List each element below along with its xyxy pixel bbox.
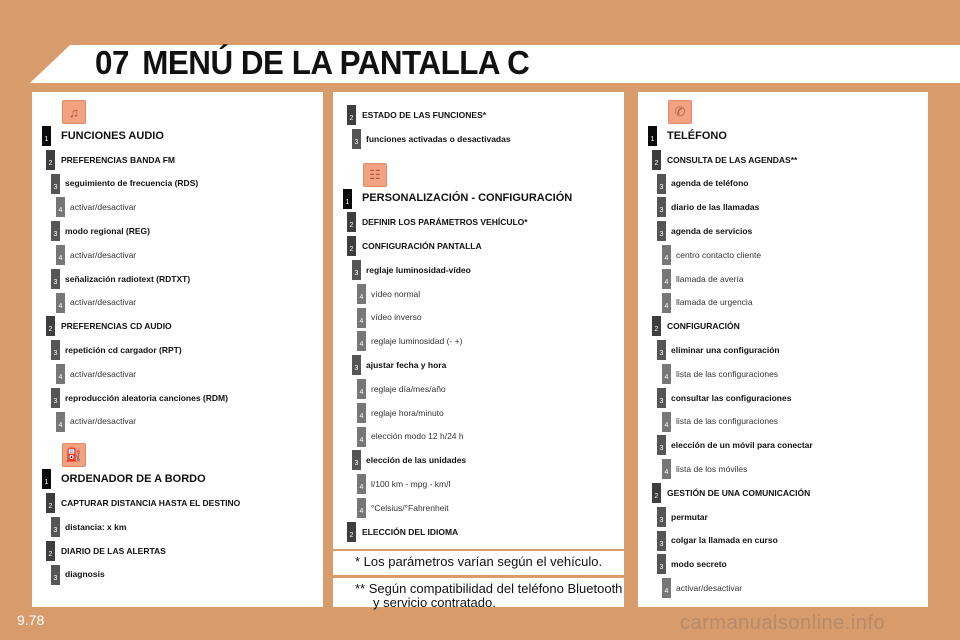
- menu-item-level-4: [333, 329, 624, 353]
- level-badge: 2: [652, 483, 661, 503]
- menu-section: [32, 100, 323, 433]
- settings-sliders-icon: ☷: [363, 163, 387, 187]
- menu-item-level-2: [32, 539, 323, 563]
- level-badge: 4: [662, 578, 671, 598]
- menu-item-level-4: [32, 243, 323, 267]
- menu-item-label: activar/desactivar: [70, 368, 137, 379]
- menu-item-label: PREFERENCIAS CD AUDIO: [61, 321, 172, 332]
- menu-item-level-4: [333, 401, 624, 425]
- level-badge: 1: [42, 126, 51, 146]
- menu-item-label: agenda de servicios: [671, 226, 753, 237]
- menu-item-level-1: [32, 467, 323, 491]
- menu-item-label: reglaje día/mes/año: [371, 383, 446, 394]
- menu-item-level-4: [638, 362, 928, 386]
- level-badge: 3: [352, 129, 361, 149]
- panel-left: [32, 92, 323, 607]
- menu-item-level-3: [333, 127, 624, 151]
- page-title: [95, 44, 543, 82]
- menu-item-label: activar/desactivar: [70, 297, 137, 308]
- menu-item-label: reglaje hora/minuto: [371, 407, 444, 418]
- menu-item-label: elección de las unidades: [366, 455, 467, 466]
- menu-item-level-2: [333, 234, 624, 258]
- menu-item-label: colgar la llamada en curso: [671, 535, 778, 546]
- level-badge: 3: [51, 269, 60, 289]
- level-badge: 3: [657, 221, 666, 241]
- menu-item-level-3: [638, 505, 928, 529]
- fuel-pump-icon: ⛽: [62, 443, 86, 467]
- level-badge: 3: [657, 531, 666, 551]
- menu-item-level-3: [333, 258, 624, 282]
- menu-item-label: DIARIO DE LAS ALERTAS: [61, 545, 166, 556]
- menu-item-label: eliminar una configuración: [671, 345, 780, 356]
- menu-item-label: PERSONALIZACIÓN - CONFIGURACIÓN: [362, 192, 573, 205]
- level-badge: 1: [648, 126, 657, 146]
- menu-item-level-3: [32, 563, 323, 587]
- menu-item-level-2: [333, 520, 624, 544]
- page-number: 9.78: [17, 612, 45, 628]
- menu-item-level-3: [638, 433, 928, 457]
- level-badge: 3: [352, 450, 361, 470]
- menu-item-label: centro contacto cliente: [676, 249, 762, 260]
- level-badge: 4: [662, 412, 671, 432]
- menu-item-label: l/100 km - mpg - km/l: [371, 479, 451, 490]
- level-badge: 3: [51, 517, 60, 537]
- menu-item-level-4: [638, 576, 928, 600]
- menu-item-label: elección modo 12 h/24 h: [371, 431, 464, 442]
- menu-item-level-3: [638, 195, 928, 219]
- menu-item-label: reglaje luminosidad (- +): [371, 336, 463, 347]
- menu-item-label: repetición cd cargador (RPT): [65, 345, 182, 356]
- menu-item-label: llamada de avería: [676, 273, 744, 284]
- menu-item-level-4: [333, 425, 624, 449]
- menu-item-label: seguimiento de frecuencia (RDS): [65, 178, 199, 189]
- menu-item-label: vídeo inverso: [371, 312, 422, 323]
- level-badge: 4: [56, 412, 65, 432]
- menu-item-label: agenda de teléfono: [671, 178, 749, 189]
- level-badge: 2: [46, 150, 55, 170]
- level-badge: 3: [657, 340, 666, 360]
- menu-item-level-3: [638, 552, 928, 576]
- menu-item-level-4: [333, 282, 624, 306]
- level-badge: 3: [657, 554, 666, 574]
- level-badge: 3: [51, 565, 60, 585]
- level-badge: 4: [662, 269, 671, 289]
- menu-item-label: distancia: x km: [65, 521, 127, 532]
- level-badge: 4: [662, 293, 671, 313]
- menu-item-label: ELECCIÓN DEL IDIOMA: [362, 526, 459, 537]
- level-badge: 2: [46, 493, 55, 513]
- level-badge: 3: [51, 221, 60, 241]
- level-badge: 4: [357, 284, 366, 304]
- menu-item-level-2: [638, 481, 928, 505]
- level-badge: 3: [51, 340, 60, 360]
- menu-item-label: permutar: [671, 511, 708, 522]
- menu-item-level-3: [32, 172, 323, 196]
- level-badge: 4: [56, 364, 65, 384]
- menu-item-level-2: [32, 491, 323, 515]
- level-badge: 4: [56, 197, 65, 217]
- menu-item-label: TELÉFONO: [667, 129, 727, 142]
- level-badge: 4: [357, 308, 366, 328]
- level-badge: 4: [357, 403, 366, 423]
- menu-item-level-4: [638, 267, 928, 291]
- level-badge: 4: [357, 379, 366, 399]
- menu-item-level-3: [638, 529, 928, 553]
- menu-item-level-3: [638, 338, 928, 362]
- audio-icon: ♫: [62, 100, 86, 124]
- menu-item-level-4: [333, 377, 624, 401]
- menu-item-level-4: [638, 291, 928, 315]
- menu-item-label: modo secreto: [671, 559, 727, 570]
- menu-item-label: activar/desactivar: [70, 202, 137, 213]
- menu-item-level-1: [333, 187, 624, 211]
- menu-item-level-2: [333, 210, 624, 234]
- level-badge: 1: [343, 189, 352, 209]
- level-badge: 4: [662, 245, 671, 265]
- menu-item-label: elección de un móvil para conectar: [671, 440, 813, 451]
- level-badge: 3: [352, 260, 361, 280]
- level-badge: 3: [51, 388, 60, 408]
- menu-item-label: consultar las configuraciones: [671, 392, 792, 403]
- panel-right: [638, 92, 928, 607]
- menu-item-label: activar/desactivar: [70, 249, 137, 260]
- level-badge: 1: [42, 469, 51, 489]
- menu-item-level-4: [333, 496, 624, 520]
- menu-item-label: activar/desactivar: [676, 583, 743, 594]
- menu-item-level-2: [333, 103, 624, 127]
- phone-icon: ✆: [668, 100, 692, 124]
- level-badge: 4: [357, 474, 366, 494]
- menu-item-level-4: [32, 291, 323, 315]
- level-badge: 3: [657, 174, 666, 194]
- level-badge: 3: [657, 197, 666, 217]
- level-badge: 2: [347, 212, 356, 232]
- level-badge: 4: [357, 331, 366, 351]
- menu-item-label: CONFIGURACIÓN: [667, 321, 740, 332]
- menu-item-level-3: [638, 219, 928, 243]
- menu-item-label: lista de los móviles: [676, 464, 748, 475]
- level-badge: 3: [657, 388, 666, 408]
- menu-item-level-3: [333, 353, 624, 377]
- menu-item-level-2: [32, 314, 323, 338]
- chapter-title: MENÚ DE LA PANTALLA C: [142, 44, 530, 81]
- level-badge: 2: [347, 105, 356, 125]
- menu-item-level-3: [32, 267, 323, 291]
- level-badge: 4: [56, 293, 65, 313]
- menu-item-label: CAPTURAR DISTANCIA HASTA EL DESTINO: [61, 498, 241, 509]
- menu-item-label: PREFERENCIAS BANDA FM: [61, 154, 175, 165]
- menu-item-label: ORDENADOR DE A BORDO: [61, 473, 206, 486]
- level-badge: 4: [662, 459, 671, 479]
- level-badge: 3: [352, 355, 361, 375]
- menu-item-level-3: [32, 219, 323, 243]
- menu-item-label: CONFIGURACIÓN PANTALLA: [362, 241, 482, 252]
- menu-section: [333, 163, 624, 544]
- level-badge: 3: [657, 435, 666, 455]
- menu-item-level-4: [333, 472, 624, 496]
- menu-item-label: reproducción aleatoria canciones (RDM): [65, 392, 228, 403]
- level-badge: 3: [657, 507, 666, 527]
- menu-item-label: señalización radiotext (RDTXT): [65, 273, 191, 284]
- panel-middle: [333, 92, 624, 549]
- level-badge: 4: [357, 427, 366, 447]
- menu-item-label: ajustar fecha y hora: [366, 360, 447, 371]
- menu-section: [333, 103, 624, 151]
- menu-item-label: °Celsius/°Fahrenheit: [371, 502, 449, 513]
- level-badge: 2: [46, 316, 55, 336]
- menu-item-label: GESTIÓN DE UNA COMUNICACIÓN: [667, 487, 811, 498]
- menu-item-level-3: [638, 386, 928, 410]
- menu-item-level-2: [638, 314, 928, 338]
- menu-item-level-3: [32, 386, 323, 410]
- menu-item-label: lista de las configuraciones: [676, 416, 779, 427]
- menu-item-label: funciones activadas o desactivadas: [366, 133, 511, 144]
- menu-item-level-2: [638, 148, 928, 172]
- level-badge: 2: [347, 236, 356, 256]
- menu-item-level-1: [32, 124, 323, 148]
- menu-item-level-4: [333, 306, 624, 330]
- menu-item-label: diagnosis: [65, 569, 105, 580]
- menu-section: [638, 100, 928, 600]
- chapter-number: 07: [95, 44, 129, 81]
- menu-item-label: FUNCIONES AUDIO: [61, 129, 164, 142]
- menu-section: [32, 443, 323, 586]
- menu-item-label: diario de las llamadas: [671, 202, 760, 213]
- menu-item-label: llamada de urgencia: [676, 297, 753, 308]
- level-badge: 3: [51, 174, 60, 194]
- menu-item-label: activar/desactivar: [70, 416, 137, 427]
- menu-item-level-4: [32, 410, 323, 434]
- level-badge: 2: [347, 522, 356, 542]
- level-badge: 4: [662, 364, 671, 384]
- menu-item-level-4: [32, 362, 323, 386]
- menu-item-level-3: [638, 172, 928, 196]
- menu-item-label: reglaje luminosidad-vídeo: [366, 264, 471, 275]
- menu-item-level-3: [32, 515, 323, 539]
- menu-item-level-1: [638, 124, 928, 148]
- footnote-bluetooth: ** Según compatibilidad del teléfono Bluetooth y servicio contratado.: [333, 578, 624, 607]
- menu-item-label: lista de las configuraciones: [676, 368, 779, 379]
- level-badge: 4: [56, 245, 65, 265]
- menu-item-level-4: [638, 457, 928, 481]
- level-badge: 2: [652, 150, 661, 170]
- menu-item-label: ESTADO DE LAS FUNCIONES*: [362, 109, 487, 120]
- menu-item-label: DEFINIR LOS PARÁMETROS VEHÍCULO*: [362, 217, 528, 228]
- menu-item-level-3: [333, 448, 624, 472]
- menu-item-level-3: [32, 338, 323, 362]
- footnote-vehicle: * Los parámetros varían según el vehículo.: [333, 551, 624, 575]
- menu-item-label: modo regional (REG): [65, 226, 150, 237]
- menu-item-level-4: [638, 243, 928, 267]
- level-badge: 4: [357, 498, 366, 518]
- menu-item-label: CONSULTA DE LAS AGENDAS**: [667, 154, 798, 165]
- menu-item-label: vídeo normal: [371, 288, 421, 299]
- watermark: carmanualsonline.info: [680, 612, 886, 634]
- menu-item-level-4: [638, 410, 928, 434]
- level-badge: 2: [652, 316, 661, 336]
- menu-item-level-4: [32, 195, 323, 219]
- level-badge: 2: [46, 541, 55, 561]
- menu-item-level-2: [32, 148, 323, 172]
